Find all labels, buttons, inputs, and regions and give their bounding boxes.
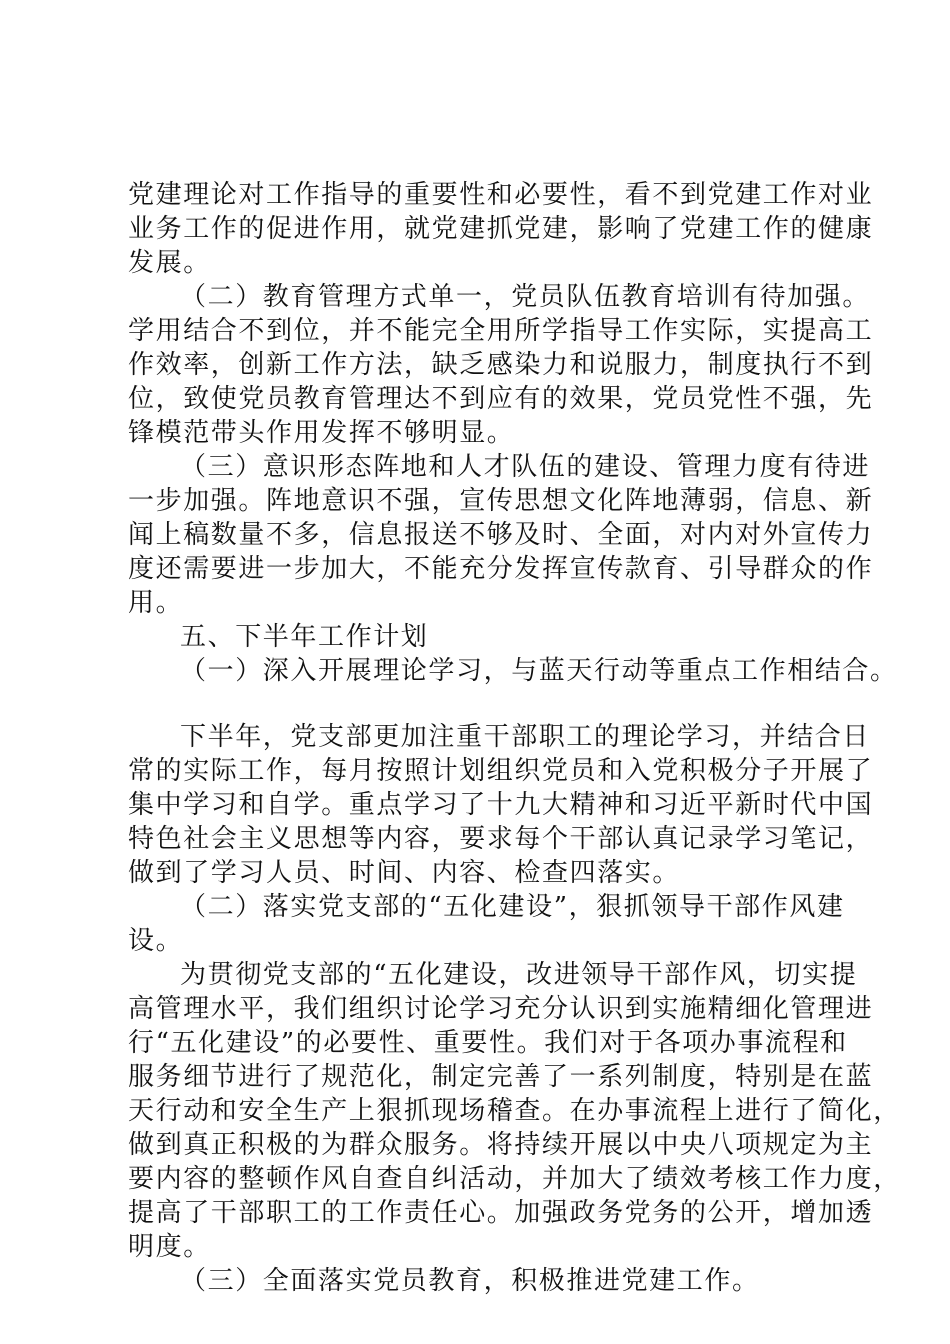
text-line: 学用结合不到位，并不能完全用所学指导工作实际，实提高工 — [128, 316, 874, 346]
text-line: 业务工作的促进作用，就党建抓党建，影响了党建工作的健康 — [128, 214, 874, 244]
text-line: 天行动和安全生产上狠抓现场稽查。在办事流程上进行了简化， — [128, 1096, 901, 1126]
text-line: 作效率，创新工作方法，缺乏感染力和说服力，制度执行不到 — [128, 350, 874, 380]
text-line: 做到了学习人员、时间、内容、检查四落实。 — [128, 858, 681, 888]
text-line: （三）意识形态阵地和人才队伍的建设、管理力度有待进 — [180, 452, 871, 482]
text-line: 提高了干部职工的工作责任心。加强政务党务的公开，增加透 — [128, 1198, 874, 1228]
text-line: 行“五化建设”的必要性、重要性。我们对于各项办事流程和 — [128, 1028, 848, 1058]
text-line: 发展。 — [128, 248, 211, 278]
text-line: 特色社会主义思想等内容，要求每个干部认真记录学习笔记， — [128, 824, 874, 854]
text-line: 度还需要进一步加大，不能充分发挥宣传款育、引导群众的作 — [128, 554, 874, 584]
text-line: 要内容的整顿作风自查自纠活动，并加大了绩效考核工作力度， — [128, 1164, 901, 1194]
text-line: 下半年，党支部更加注重干部职工的理论学习，并结合日 — [180, 722, 871, 752]
text-line: 高管理水平，我们组织讨论学习充分认识到实施精细化管理进 — [128, 994, 874, 1024]
text-line: 党建理论对工作指导的重要性和必要性，看不到党建工作对业 — [128, 180, 874, 210]
subsection-heading: （一）深入开展理论学习，与蓝天行动等重点工作相结合。 — [180, 656, 898, 686]
subsection-heading: （二）落实党支部的“五化建设”，狠抓领导干部作风建 — [180, 892, 845, 922]
text-line: 服务细节进行了规范化，制定完善了一系列制度，特别是在蓝 — [128, 1062, 874, 1092]
text-line: 为贯彻党支部的“五化建设，改进领导干部作风，切实提 — [180, 960, 858, 990]
text-line: 位，致使党员教育管理达不到应有的效果，党员党性不强，先 — [128, 384, 874, 414]
text-line: 锋模范带头作用发挥不够明显。 — [128, 418, 515, 448]
text-line: 一步加强。阵地意识不强，宣传思想文化阵地薄弱，信息、新 — [128, 486, 874, 516]
text-line: 明度。 — [128, 1232, 211, 1262]
text-line: 设。 — [128, 926, 184, 956]
subsection-heading: （三）全面落实党员教育，积极推进党建工作。 — [180, 1266, 760, 1296]
text-line: 集中学习和自学。重点学习了十九大精神和习近平新时代中国 — [128, 790, 874, 820]
text-line: 用。 — [128, 588, 184, 618]
text-line: 做到真正积极的为群众服务。将持续开展以中央八项规定为主 — [128, 1130, 874, 1160]
text-line: 常的实际工作，每月按照计划组织党员和入党积极分子开展了 — [128, 756, 874, 786]
text-line: （二）教育管理方式单一，党员队伍教育培训有待加强。 — [180, 282, 871, 312]
section-heading: 五、下半年工作计划 — [180, 622, 429, 652]
text-line: 闻上稿数量不多，信息报送不够及时、全面，对内对外宣传力 — [128, 520, 874, 550]
